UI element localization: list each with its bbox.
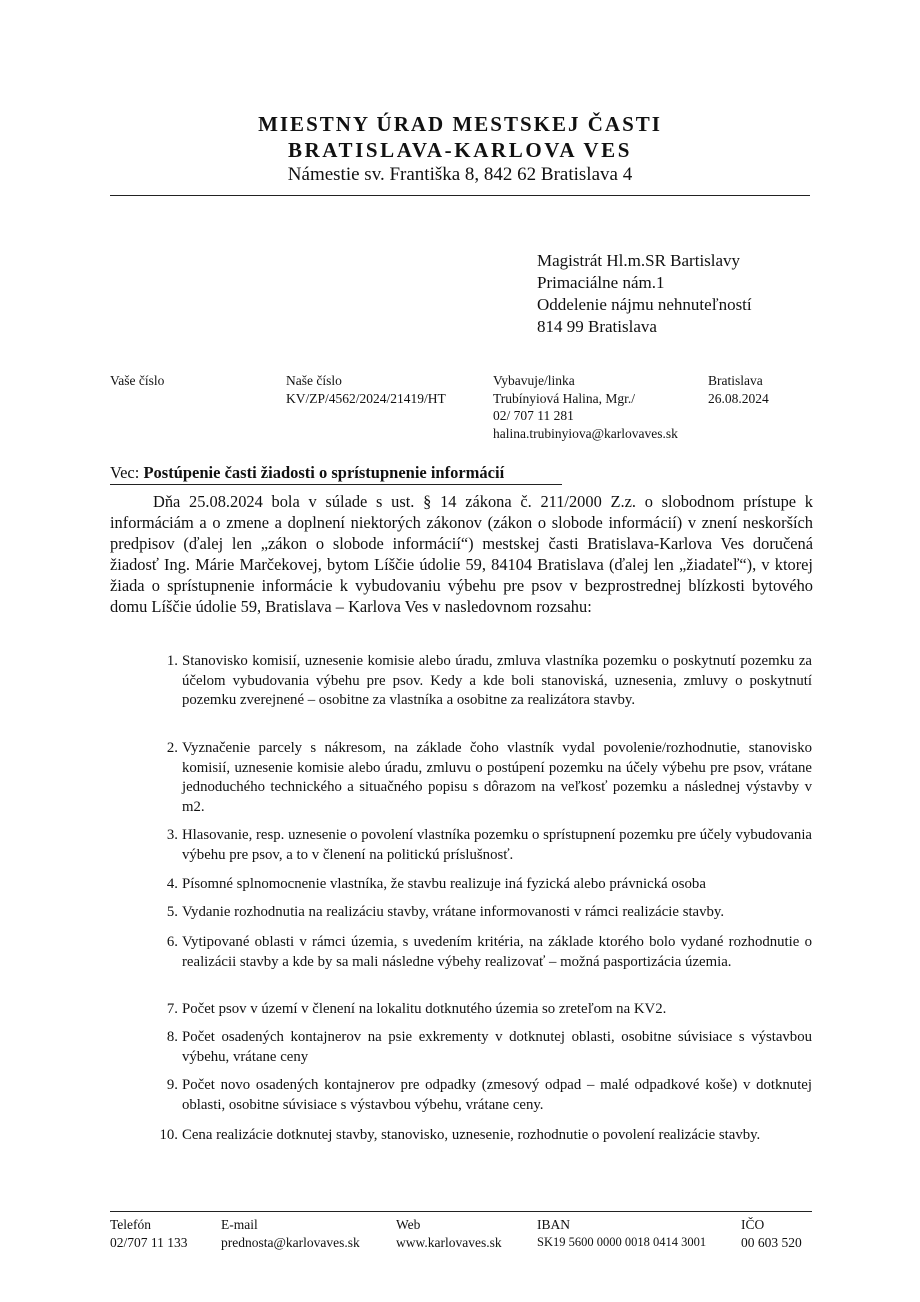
list-item-number: 5. [166,904,178,920]
footer-email-value: prednosta@karlovaves.sk [221,1234,360,1250]
header-rule [110,195,810,196]
list-item-number: 9. [166,1077,178,1093]
list-item-text: Cena realizácie dotknutej stavby, stanovisko, uznesenie, rozhodnutie o povolení realizácie stavby. [182,1127,761,1143]
footer-ico-label: IČO [741,1217,765,1232]
list-item-number: 4. [166,876,178,892]
office-address: Námestie sv. Františka 8, 842 62 Bratislava 4 [287,164,633,185]
footer-web-label: Web [396,1217,421,1232]
footer-iban-label: IBAN [537,1217,570,1232]
footer-email-label: E-mail [221,1217,258,1232]
subject-line [110,463,504,483]
list-item [152,1076,812,1115]
subject-underline [110,484,562,485]
office-name-line2: BRATISLAVA-KARLOVA VES [287,138,633,162]
footer-ico [741,1216,802,1251]
handled-by-label: Vybavuje/linka [493,373,575,388]
list-item-text: Hlasovanie, resp. uznesenie o povolení vlastníka pozemku o sprístupnení pozemku pre účely vybudovania výbehu pre psov, a to v členení na politickú príslušnosť. [182,827,812,863]
date: 26.08.2024 [708,390,769,406]
subject-label: Vec: [110,463,140,482]
subject-text: Postúpenie časti žiadosti o sprístupnenie informácií [143,463,505,482]
footer-phone-value: 02/707 11 133 [110,1234,188,1250]
handled-by-email: halina.trubinyiova@karlovaves.sk [493,425,678,441]
list-item-text: Vyznačenie parcely s nákresom, na základe čoho vlastník vydal povolenie/rozhodnutie, stanovisko komisií, uznesenie komisie alebo úradu, zmluvu o postúpení pozemku na účely výbehu pre psov, vrátane jednoduchého technického a situačného popisu s dôrazom na veľkosť pozemku a následnej výstavby v m2. [182,740,812,815]
footer-rule [110,1211,812,1212]
footer-email [221,1216,360,1251]
list-item-text: Počet novo osadených kontajnerov pre odpadky (zmesový odpad – malé odpadkové koše) v dotknutej oblasti, osobitne súvisiace s výstavbou výbehu, vrátane ceny. [182,1077,812,1113]
list-item-number: 8. [166,1029,178,1045]
list-item-number: 1. [166,653,178,669]
footer-ico-value: 00 603 520 [741,1234,802,1250]
recipient-line: Magistrát Hl.m.SR Bartislavy [537,251,741,270]
recipient-line: Primaciálne nám.1 [537,273,665,292]
footer-web [396,1216,502,1251]
list-item-text: Vytipované oblasti v rámci územia, s uvedením kritéria, na základe ktorého bolo vydané rozhodnutie o realizácii stavby a kde by sa mali následne výbehy realizovať – možná pasportizácia územia. [182,934,812,970]
list-item-text: Stanovisko komisií, uznesenie komisie alebo úradu, zmluva vlastníka pozemku o poskytnutí pozemku za účelom vybudovania výbehu pre psov. Kedy a kde boli stanoviská, uznesenia, zmluvy o poskytnutí pozemku zverejnené – osobitne za vlastníka a osobitne za realizátora stavby. [182,653,812,708]
footer-phone [110,1216,188,1251]
list-item [152,1126,812,1146]
office-name-line1: MIESTNY ÚRAD MESTSKEJ ČASTI [258,112,662,136]
list-item [152,826,812,865]
place-date [708,372,769,407]
recipient-line: 814 99 Bratislava [537,317,657,336]
our-reference-value: KV/ZP/4562/2024/21419/HT [286,390,446,406]
your-reference-label: Vaše číslo [110,373,165,388]
list-item [152,875,812,895]
our-reference-label: Naše číslo [286,373,342,388]
footer-iban [537,1216,706,1251]
list-item-number: 7. [166,1001,178,1017]
place: Bratislava [708,373,763,388]
handled-by-phone: 02/ 707 11 281 [493,408,574,423]
list-item-number: 3. [166,827,178,843]
list-item-number: 10. [159,1127,178,1143]
list-item [152,903,812,923]
list-item [152,1028,812,1067]
handled-by-name: Trubínyiová Halina, Mgr./ [493,390,636,406]
list-item-text: Počet psov v území v členení na lokalitu dotknutého územia so zreteľom na KV2. [182,1001,667,1017]
list-item [152,739,812,817]
footer-iban-value: SK19 5600 0000 0018 0414 3001 [537,1234,707,1249]
list-item-text: Počet osadených kontajnerov na psie exkrementy v dotknutej oblasti, osobitne súvisiace s výstavbou výbehu, vrátane ceny [182,1029,812,1065]
footer-phone-label: Telefón [110,1217,152,1232]
footer-web-value: www.karlovaves.sk [396,1234,502,1250]
intro-paragraph: Dňa 25.08.2024 bola v súlade s ust. § 14 zákona č. 211/2000 Z.z. o slobodnom prístupe k informáciám a o zmene a doplnení niektorých zákonov (zákon o slobode informácií) v znení neskorších predpisov (ďalej len „zákon o slobode informácií“) mestskej časti Bratislava-Karlova Ves doručená žiadosť Ing. Márie Marčekovej, bytom Líščie údolie 59, 84104 Bratislava (ďalej len „žiadateľ“), v ktorej žiada o sprístupnenie informácie k vybudovaniu výbehu pre psov v bezprostrednej blízkosti bytového domu Líščie údolie 59, Bratislava – Karlova Ves v nasledovnom rozsahu: [110,492,813,616]
list-item [152,652,812,711]
list-item [152,1000,812,1020]
list-item-text: Písomné splnomocnenie vlastníka, že stavbu realizuje iná fyzická alebo právnická osoba [182,876,706,892]
our-reference [286,372,446,407]
recipient-line: Oddelenie nájmu nehnuteľností [537,295,752,314]
handled-by [493,372,678,442]
list-item-text: Vydanie rozhodnutia na realizáciu stavby, vrátane informovanosti v rámci realizácie stavby. [182,904,725,920]
recipient-address [537,250,752,338]
list-item-number: 6. [166,934,178,950]
list-item [152,933,812,972]
list-item-number: 2. [166,740,178,756]
